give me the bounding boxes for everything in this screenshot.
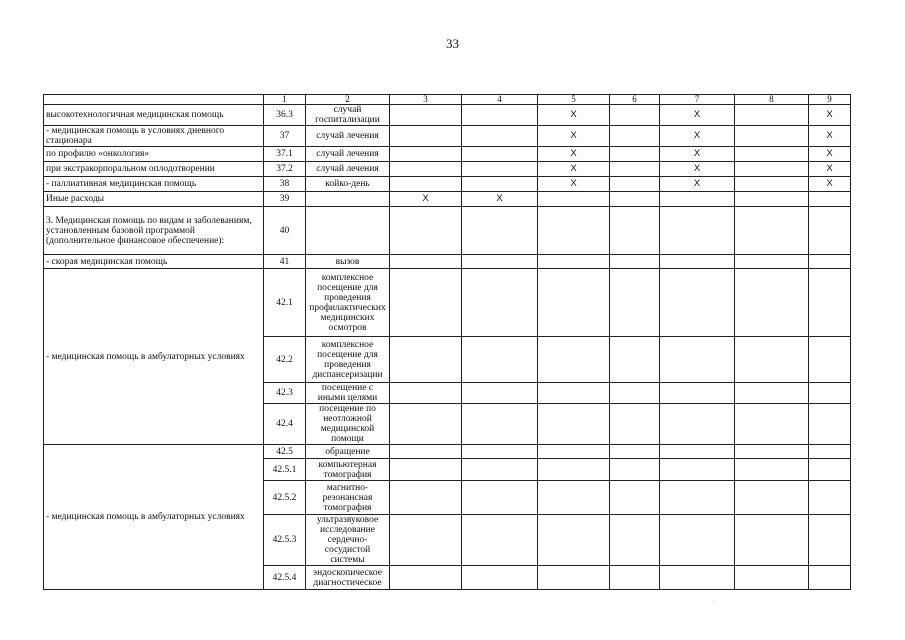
row-mark — [660, 269, 735, 337]
row-name: 3. Медицинская помощь по видам и заболеваниям, установленным базовой программой (дополнительное финансовое обеспечение): — [44, 207, 264, 255]
row-mark — [735, 105, 809, 126]
row-code: 36.3 — [264, 105, 306, 126]
row-code: 42.5.3 — [264, 515, 306, 566]
row-unit: ультразвуковое исследование сердечно-сосудистой системы — [306, 515, 390, 566]
row-unit — [306, 192, 390, 207]
row-unit: эндоскопическое диагностическое — [306, 566, 390, 590]
data-table — [43, 94, 851, 590]
row-mark — [538, 383, 610, 404]
row-mark — [660, 459, 735, 481]
row-mark — [610, 515, 660, 566]
row-unit: компьютерная томография — [306, 459, 390, 481]
row-mark — [660, 481, 735, 515]
row-mark — [809, 404, 851, 445]
row-mark — [390, 404, 462, 445]
column-number: 1 — [264, 95, 306, 105]
row-mark — [538, 255, 610, 269]
row-mark — [462, 147, 538, 162]
table-row — [44, 105, 851, 126]
row-mark: X — [809, 147, 851, 162]
row-mark — [735, 207, 809, 255]
row-name: Иные расходы — [44, 192, 264, 207]
row-mark — [735, 177, 809, 192]
row-mark: X — [660, 147, 735, 162]
row-mark — [462, 404, 538, 445]
row-mark: X — [462, 192, 538, 207]
row-mark — [538, 481, 610, 515]
row-mark — [610, 126, 660, 147]
row-unit — [306, 207, 390, 255]
table-row — [44, 126, 851, 147]
row-mark — [735, 255, 809, 269]
row-mark: X — [660, 105, 735, 126]
row-mark — [735, 269, 809, 337]
row-mark — [735, 481, 809, 515]
row-mark — [809, 459, 851, 481]
row-mark — [610, 192, 660, 207]
row-mark — [809, 383, 851, 404]
row-mark — [462, 269, 538, 337]
row-mark — [809, 481, 851, 515]
table-row — [44, 269, 851, 337]
row-mark — [660, 404, 735, 445]
row-code: 42.5.4 — [264, 566, 306, 590]
row-mark — [462, 459, 538, 481]
table-row — [44, 255, 851, 269]
table-row — [44, 445, 851, 459]
row-code: 39 — [264, 192, 306, 207]
row-mark — [735, 566, 809, 590]
row-code: 42.3 — [264, 383, 306, 404]
row-mark: X — [809, 177, 851, 192]
row-code: 42.5 — [264, 445, 306, 459]
row-mark — [735, 162, 809, 177]
row-mark — [735, 337, 809, 383]
row-name: при экстракорпоральном оплодотворении — [44, 162, 264, 177]
row-mark — [538, 459, 610, 481]
row-mark — [390, 207, 462, 255]
row-mark: X — [538, 177, 610, 192]
row-code: 37.2 — [264, 162, 306, 177]
row-mark — [610, 445, 660, 459]
column-number — [44, 95, 264, 105]
row-code: 42.4 — [264, 404, 306, 445]
row-mark — [809, 445, 851, 459]
row-mark — [735, 404, 809, 445]
row-mark: X — [809, 105, 851, 126]
row-name: высокотехнологичная медицинская помощь — [44, 105, 264, 126]
row-mark — [610, 269, 660, 337]
table-row — [44, 207, 851, 255]
row-code: 42.1 — [264, 269, 306, 337]
row-mark — [660, 207, 735, 255]
row-unit: койко-день — [306, 177, 390, 192]
row-unit: посещение с иными целями — [306, 383, 390, 404]
row-mark — [660, 337, 735, 383]
row-mark — [390, 337, 462, 383]
row-mark — [390, 459, 462, 481]
scan-speck: · — [712, 598, 715, 607]
row-mark — [390, 269, 462, 337]
row-code: 42.5.2 — [264, 481, 306, 515]
row-mark — [660, 445, 735, 459]
row-mark — [610, 383, 660, 404]
row-mark — [462, 515, 538, 566]
row-unit: комплексное посещение для проведения диспансеризации — [306, 337, 390, 383]
row-mark — [610, 147, 660, 162]
column-number: 5 — [538, 95, 610, 105]
row-mark — [390, 126, 462, 147]
row-unit: вызов — [306, 255, 390, 269]
row-mark — [462, 162, 538, 177]
row-mark — [462, 337, 538, 383]
row-mark — [809, 566, 851, 590]
row-mark — [390, 255, 462, 269]
page-number: 33 — [446, 36, 459, 51]
row-mark — [735, 459, 809, 481]
row-mark — [735, 383, 809, 404]
row-mark — [809, 515, 851, 566]
row-mark — [390, 105, 462, 126]
column-number: 8 — [735, 95, 809, 105]
row-mark — [390, 383, 462, 404]
row-mark — [735, 515, 809, 566]
row-mark — [390, 566, 462, 590]
row-mark: X — [538, 126, 610, 147]
row-mark: X — [538, 162, 610, 177]
row-mark: X — [660, 162, 735, 177]
row-code: 42.5.1 — [264, 459, 306, 481]
row-mark — [390, 162, 462, 177]
row-mark — [660, 255, 735, 269]
row-mark — [660, 383, 735, 404]
row-mark — [462, 445, 538, 459]
row-mark — [462, 481, 538, 515]
row-mark: X — [660, 177, 735, 192]
row-mark — [660, 515, 735, 566]
row-mark — [809, 269, 851, 337]
row-mark — [610, 481, 660, 515]
row-mark — [538, 269, 610, 337]
row-mark — [538, 445, 610, 459]
row-mark — [538, 404, 610, 445]
row-mark — [735, 445, 809, 459]
row-mark — [735, 126, 809, 147]
row-mark: X — [538, 105, 610, 126]
row-code: 40 — [264, 207, 306, 255]
row-mark — [610, 337, 660, 383]
row-mark — [610, 207, 660, 255]
row-name: - скорая медицинская помощь — [44, 255, 264, 269]
table-row — [44, 162, 851, 177]
row-mark — [462, 177, 538, 192]
row-mark: X — [809, 126, 851, 147]
row-mark — [735, 192, 809, 207]
row-name: по профилю «онкология» — [44, 147, 264, 162]
row-code: 41 — [264, 255, 306, 269]
row-mark — [538, 337, 610, 383]
table-row — [44, 192, 851, 207]
row-mark — [809, 207, 851, 255]
row-code: 37 — [264, 126, 306, 147]
row-mark — [660, 192, 735, 207]
row-mark — [390, 147, 462, 162]
table-row — [44, 177, 851, 192]
row-mark — [809, 192, 851, 207]
row-mark — [462, 207, 538, 255]
row-mark — [610, 162, 660, 177]
row-mark — [462, 383, 538, 404]
row-mark — [610, 255, 660, 269]
column-number: 3 — [390, 95, 462, 105]
row-mark — [390, 445, 462, 459]
row-unit: случай лечения — [306, 162, 390, 177]
row-unit: магнитно-резонансная томография — [306, 481, 390, 515]
row-code: 38 — [264, 177, 306, 192]
row-mark — [538, 192, 610, 207]
column-number: 2 — [306, 95, 390, 105]
column-number: 6 — [610, 95, 660, 105]
row-unit: случай лечения — [306, 147, 390, 162]
row-mark — [809, 255, 851, 269]
row-unit: обращение — [306, 445, 390, 459]
group-name: - медицинская помощь в амбулаторных условиях — [44, 269, 264, 445]
row-unit: комплексное посещение для проведения профилактических медицинских осмотров — [306, 269, 390, 337]
row-mark — [610, 566, 660, 590]
column-number: 4 — [462, 95, 538, 105]
row-mark — [390, 177, 462, 192]
row-unit: посещение по неотложной медицинской помощи — [306, 404, 390, 445]
row-mark — [390, 481, 462, 515]
row-mark — [610, 459, 660, 481]
column-number: 7 — [660, 95, 735, 105]
row-mark: X — [809, 162, 851, 177]
row-mark: X — [390, 192, 462, 207]
row-mark — [538, 566, 610, 590]
row-mark — [610, 105, 660, 126]
row-unit: случай лечения — [306, 126, 390, 147]
row-mark — [462, 255, 538, 269]
row-mark — [462, 105, 538, 126]
column-number: 9 — [809, 95, 851, 105]
column-number-row — [44, 95, 851, 105]
row-mark — [462, 566, 538, 590]
row-mark — [390, 515, 462, 566]
row-mark — [538, 207, 610, 255]
row-mark — [610, 404, 660, 445]
row-mark — [538, 515, 610, 566]
row-mark: X — [538, 147, 610, 162]
row-mark — [735, 147, 809, 162]
row-code: 42.2 — [264, 337, 306, 383]
row-name: - паллиативная медицинская помощь — [44, 177, 264, 192]
table-row — [44, 147, 851, 162]
row-name: - медицинская помощь в условиях дневного стационара — [44, 126, 264, 147]
row-mark — [610, 177, 660, 192]
row-mark — [809, 337, 851, 383]
row-unit: случай госпитализации — [306, 105, 390, 126]
row-mark — [462, 126, 538, 147]
row-mark: X — [660, 126, 735, 147]
row-mark — [660, 566, 735, 590]
row-code: 37.1 — [264, 147, 306, 162]
group-name: - медицинская помощь в амбулаторных условиях — [44, 445, 264, 590]
